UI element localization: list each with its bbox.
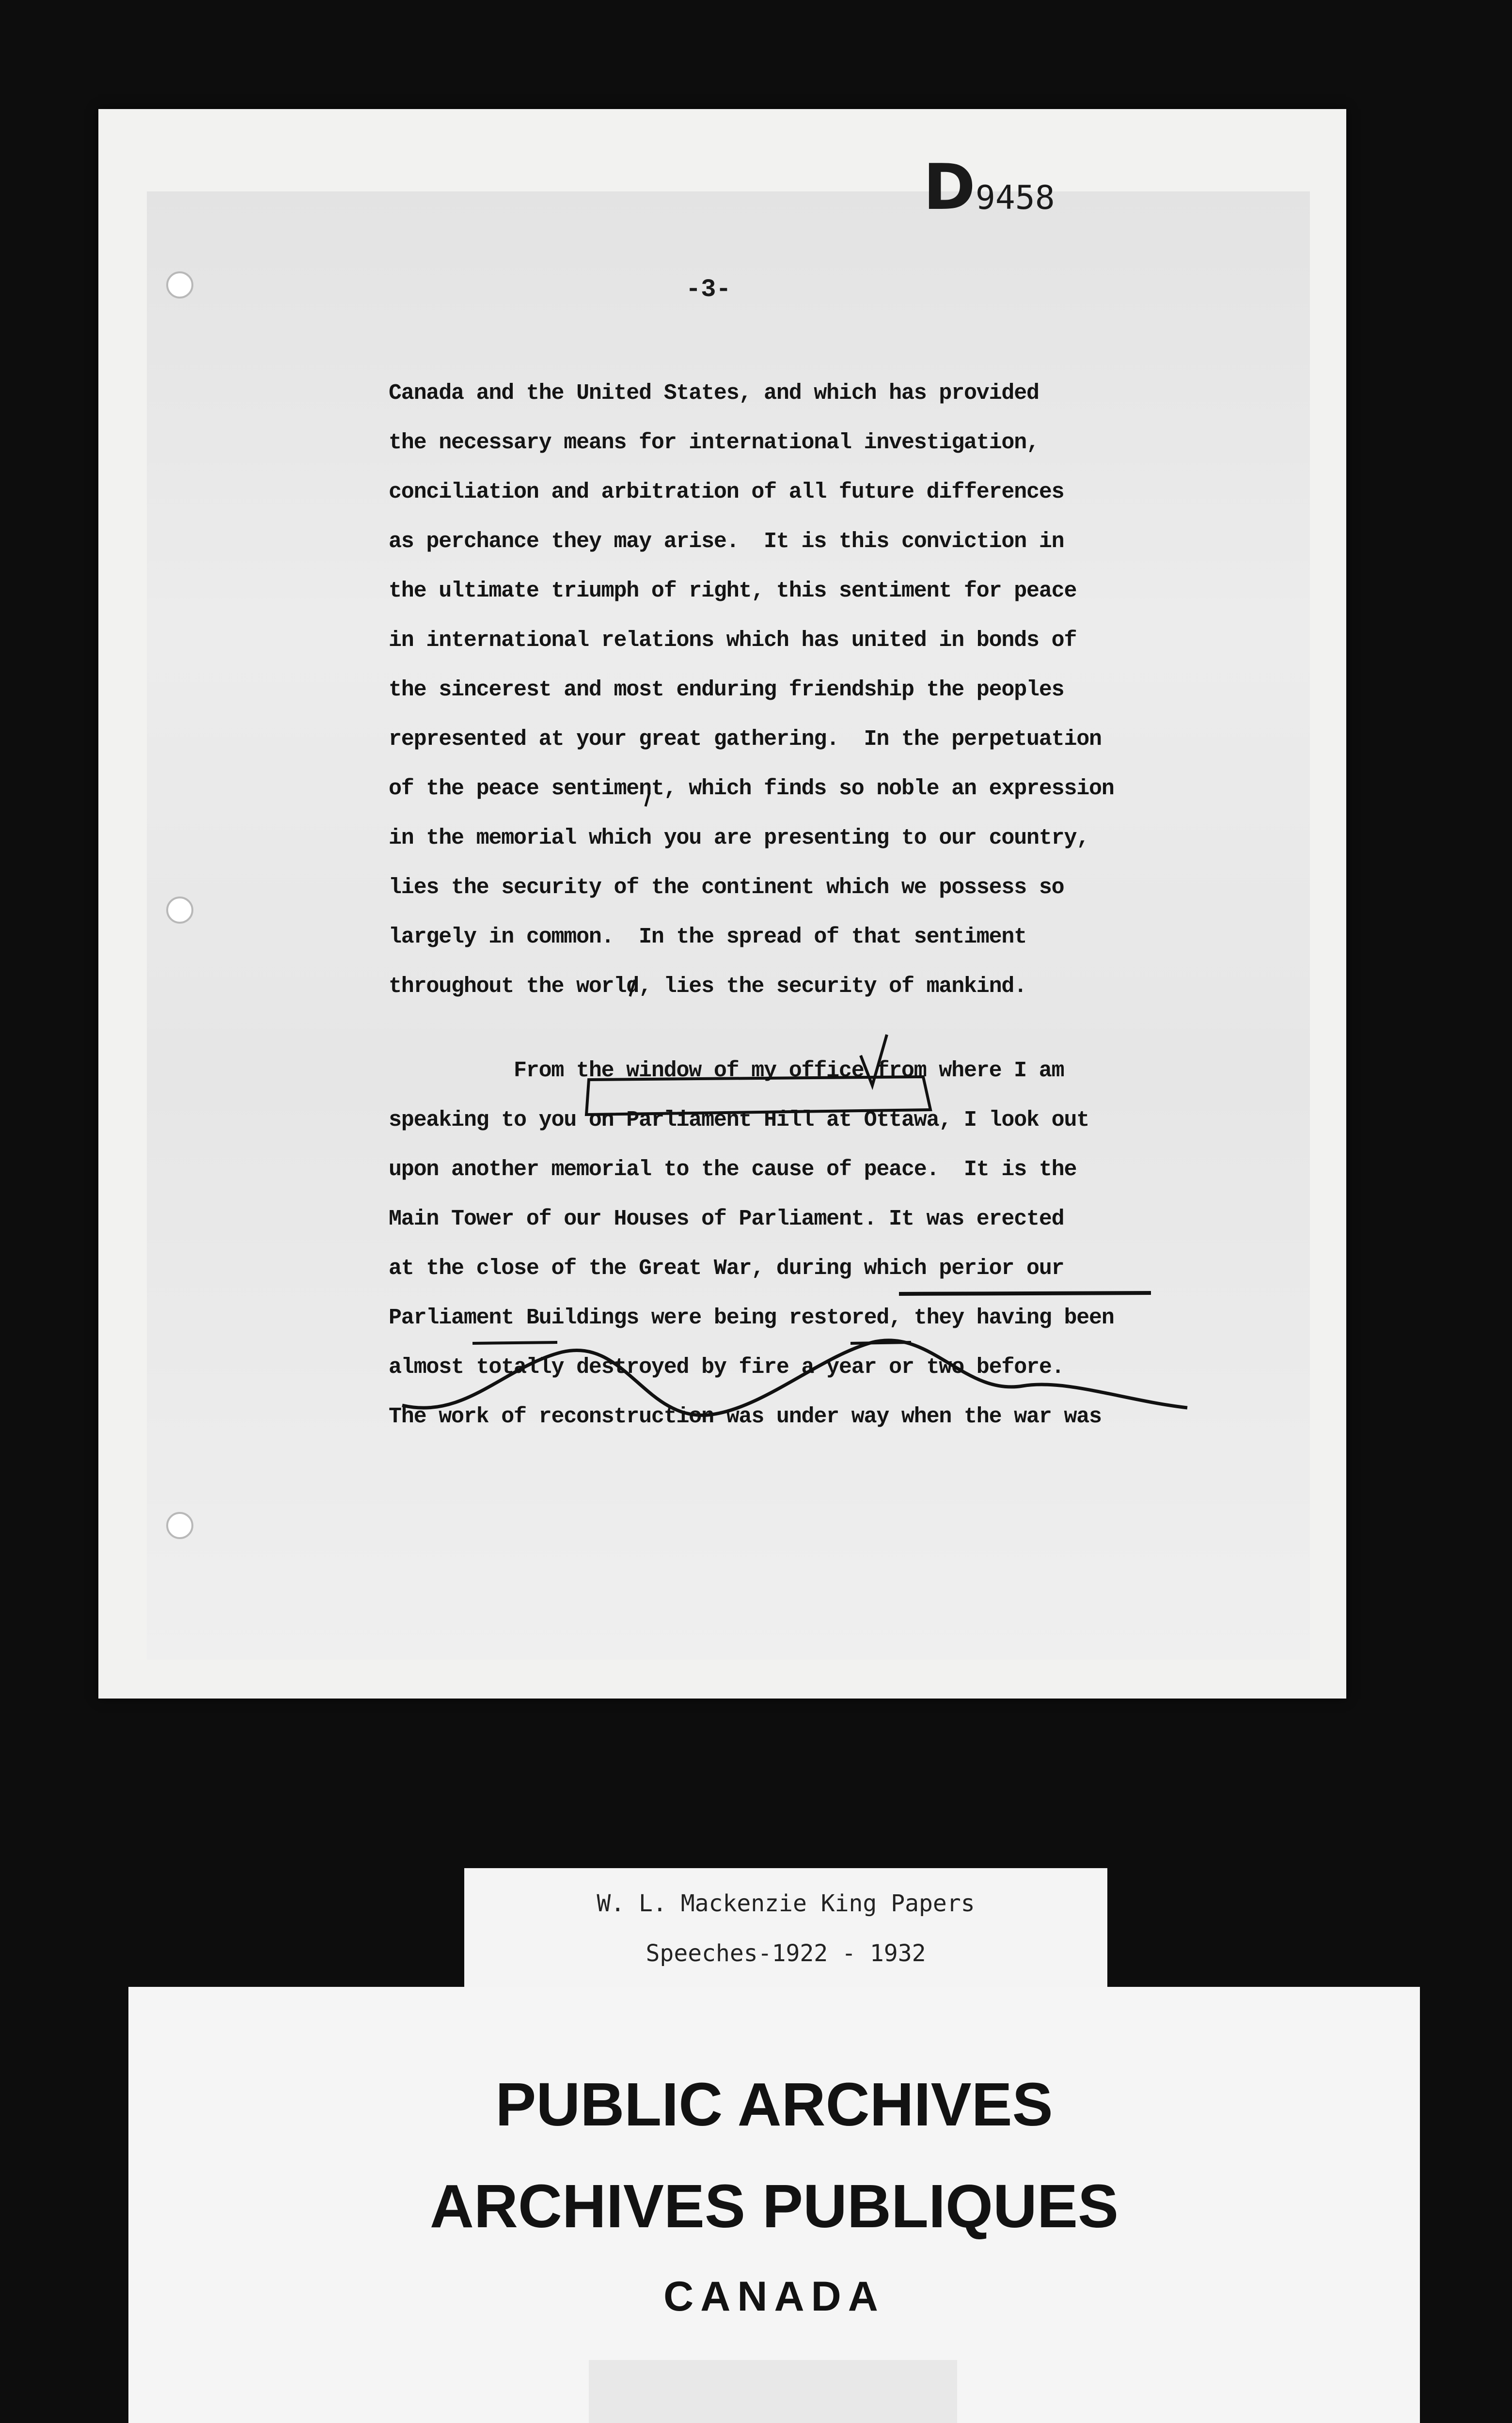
text-line: in international relations which has united in bonds of [389,628,1077,653]
text-line: almost totally destroyed by fire a year or two before. [389,1355,1064,1380]
text-line: of the peace sentiment, which finds so noble an expression [389,776,1114,801]
text-line: upon another memorial to the cause of peace. It is the [389,1157,1077,1182]
banner-title-english: PUBLIC ARCHIVES [495,2070,1053,2139]
text-line: at the close of the Great War, during which perior our [389,1256,1064,1281]
text-line: the ultimate triumph of right, this sentiment for peace [389,579,1077,603]
text-line: Parliament Buildings were being restored, they having been [389,1306,1114,1330]
text-line: in the memorial which you are presenting to our country, [389,826,1089,850]
text-line: as perchance they may arise. It is this conviction in [389,529,1064,554]
text-line: Canada and the United States, and which has provided [389,381,1039,406]
text-line: Main Tower of our Houses of Parliament. It was erected [389,1207,1064,1231]
collection-series: Speeches-1922 - 1932 [646,1940,926,1967]
stamp-number: 9458 [975,179,1055,217]
archives-banner [128,1987,1420,2423]
text-line: the necessary means for international investigation, [389,430,1039,455]
strikeout-line [472,1342,557,1343]
text-line: largely in common. In the spread of that sentiment [389,925,1027,949]
text-line: speaking to you on Parliament Hill at Ottawa, I look out [389,1108,1089,1133]
stamp-letter: D [923,150,976,224]
page-number: -3- [686,275,731,304]
strikeout-line [899,1293,1151,1294]
text-line: throughout the world, lies the security of mankind. [389,974,1027,999]
banner-tab [589,2360,957,2423]
deletion-squiggle [402,1340,1187,1416]
text-line: the sincerest and most enduring friendship the peoples [389,677,1064,702]
banner-country: CANADA [663,2273,885,2320]
banner-title-french: ARCHIVES PUBLIQUES [429,2172,1119,2240]
comma-mark [646,793,649,806]
collection-label [464,1868,1107,2004]
text-line: From the window of my office from where I am [514,1058,1064,1083]
box-around-phrase [586,1077,930,1115]
text-line: represented at your great gathering. In the perpetuation [389,727,1102,752]
text-line: conciliation and arbitration of all future differences [389,480,1064,504]
text-line: lies the security of the continent which we possess so [389,875,1064,900]
text-line: The work of reconstruction was under way when the war was [389,1404,1102,1429]
comma-mark [630,980,635,996]
collection-name: W. L. Mackenzie King Papers [597,1890,975,1917]
